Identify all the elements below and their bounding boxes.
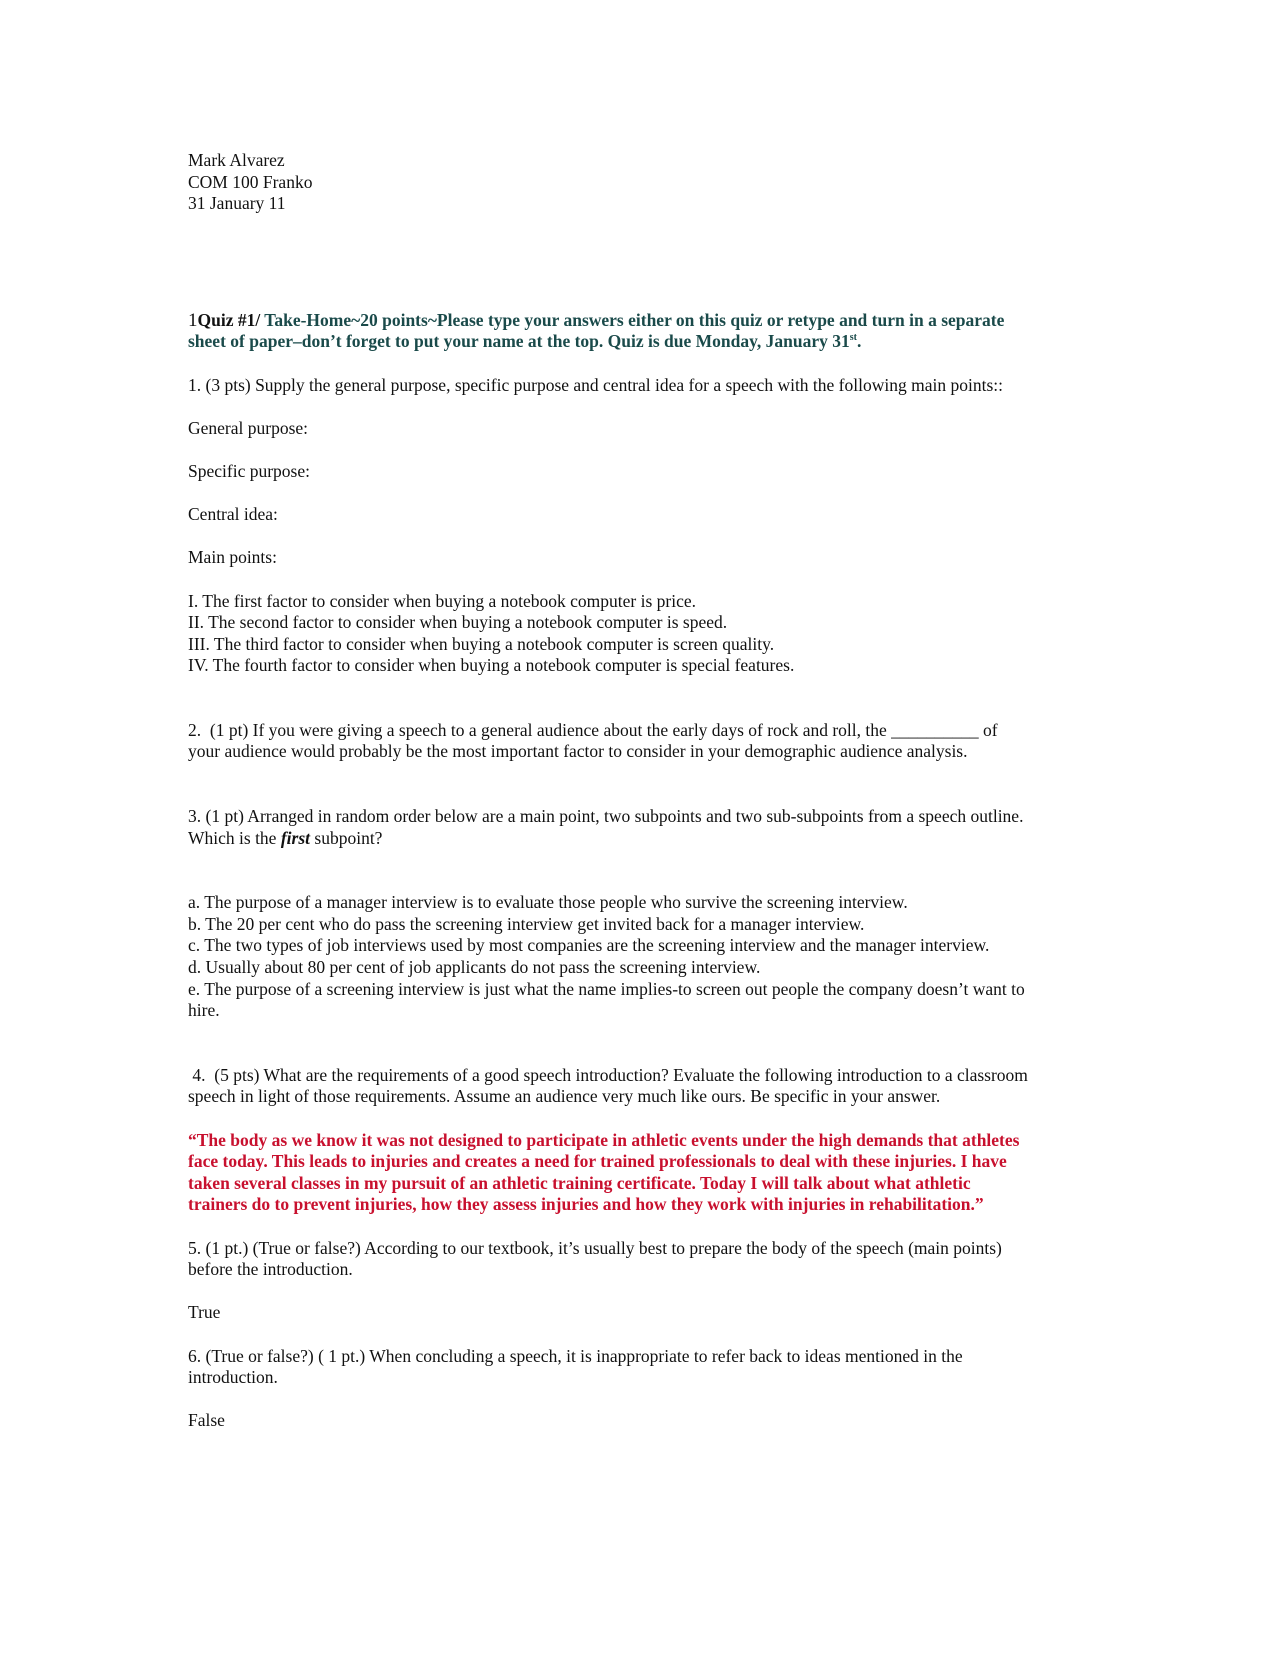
question-6-answer: False <box>188 1410 225 1431</box>
question-3-prompt: 3. (1 pt) Arranged in random order below are a main point, two subpoints and two sub-subpoints from a speech outline. Which is the first subpoint? <box>188 806 1024 848</box>
quiz-date-superscript: st <box>849 332 858 344</box>
list-item: IV. The fourth factor to consider when buying a notebook computer is special features. <box>188 655 795 676</box>
main-points-label: Main points: <box>188 547 277 568</box>
list-item: II. The second factor to consider when buying a notebook computer is speed. <box>188 612 728 633</box>
question-6-prompt: 6. (True or false?) ( 1 pt.) When concluding a speech, it is inappropriate to refer back to ideas mentioned in the introduction. <box>188 1345 963 1388</box>
list-item: hire. <box>188 1000 220 1021</box>
list-item: d. Usually about 80 per cent of job applicants do not pass the screening interview. <box>188 957 761 978</box>
student-name: Mark Alvarez <box>188 150 285 170</box>
question-2: 2. (1 pt) If you were giving a speech to a general audience about the early days of rock and roll, the __________ of your audience would probably be the most important factor to consider in your demographic audience analysis. <box>188 719 998 762</box>
document-page <box>188 150 1092 1454</box>
list-item: a. The purpose of a manager interview is to evaluate those people who survive the screening interview. <box>188 892 908 913</box>
question-4-prompt: 4. (5 pts) What are the requirements of a good speech introduction? Evaluate the following introduction to a classroom speech in light of those requirements. Assume an audience very much like ours. Be specific in your answer. <box>188 1064 1028 1107</box>
quiz-title <box>188 310 1092 353</box>
specific-purpose-label: Specific purpose: <box>188 460 310 481</box>
question-3-options <box>188 892 1092 1022</box>
question-1-prompt: 1. (3 pts) Supply the general purpose, specific purpose and central idea for a speech with the following main points:: <box>188 374 1003 395</box>
student-header <box>188 150 1092 215</box>
list-item: III. The third factor to consider when buying a notebook computer is screen quality. <box>188 633 775 654</box>
general-purpose-label: General purpose: <box>188 417 309 438</box>
list-item: b. The 20 per cent who do pass the screening interview get invited back for a manager interview. <box>188 913 865 934</box>
submission-date: 31 January 11 <box>188 193 286 214</box>
main-points-list <box>188 591 1092 677</box>
quiz-instructions-end: . <box>857 331 862 352</box>
question-5-answer: True <box>188 1302 221 1323</box>
quiz-number-prefix: 1 <box>188 309 198 331</box>
question-5-prompt: 5. (1 pt.) (True or false?) According to our textbook, it’s usually best to prepare the body of the speech (main points) before the introduction. <box>188 1237 1002 1280</box>
quiz-instructions-line2: sheet of paper–don’t forget to put your name at the top. Quiz is due Monday, January 31 <box>188 331 850 352</box>
quiz-instructions-line1: Take-Home~20 points~Please type your answers either on this quiz or retype and turn in a separate <box>264 309 1005 330</box>
course-name: COM 100 Franko <box>188 171 313 192</box>
list-item: c. The two types of job interviews used by most companies are the screening interview and the manager interview. <box>188 935 990 956</box>
speech-introduction-quote: “The body as we know it was not designed to participate in athletic events under the high demands that athletes face today. This leads to injuries and creates a need for trained professionals to deal with these injuries. I have taken several classes in my pursuit of an athletic training certificate. Today I will talk about what athletic trainers do to prevent injuries, how they assess injuries and how they work with injuries in rehabilitation.” <box>188 1129 1020 1215</box>
list-item: e. The purpose of a screening interview is just what the name implies-to screen out people the company doesn’t want to <box>188 978 1025 999</box>
central-idea-label: Central idea: <box>188 504 278 525</box>
quiz-label: Quiz #1/ <box>197 309 261 330</box>
emphasis-first: first <box>280 827 311 848</box>
list-item: I. The first factor to consider when buying a notebook computer is price. <box>188 590 697 611</box>
